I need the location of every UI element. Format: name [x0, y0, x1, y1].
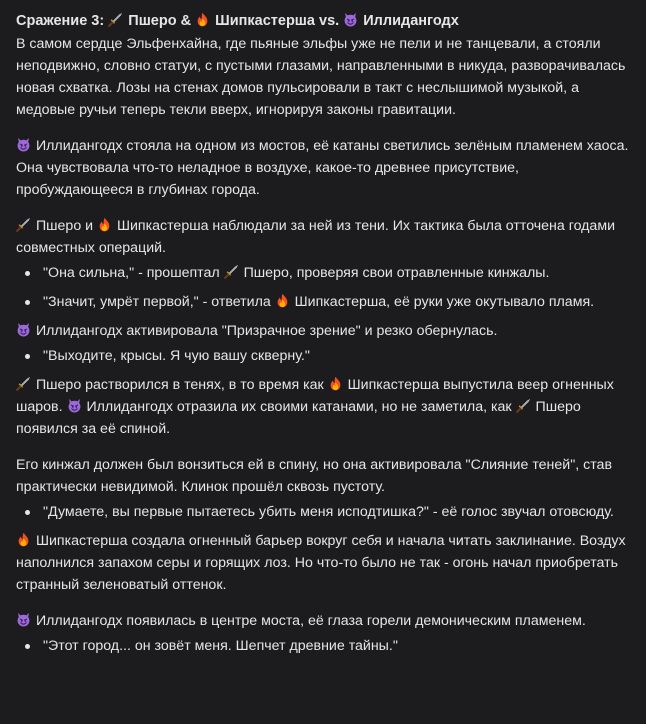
paragraph [16, 215, 630, 259]
fire-icon [275, 293, 290, 308]
paragraph: Его кинжал должен был вонзиться ей в спину, но она активировала "Слияние теней", став практически невидимой. Клинок прошёл сквозь пустоту. [16, 457, 612, 495]
heading-name-shipkasterha: Шипкастерша [215, 13, 315, 29]
dagger-icon [516, 398, 531, 413]
heading-name-illidangodh: Иллидангодх [363, 13, 459, 29]
fire-icon [97, 217, 112, 232]
fire-icon [195, 12, 210, 27]
paragraph [16, 374, 630, 440]
heading-ampersand: & [180, 13, 192, 29]
smiling-devil-icon [16, 612, 31, 627]
paragraph-text: Шипкастерша создала огненный барьер вокруг себя и начала читать заклинание. Воздух наполнился запахом серы и горящих лоз. Но что-то было не так - огонь начал приобретать странный зеленоватый оттенок. [16, 533, 626, 593]
section-heading [16, 10, 630, 32]
paragraph-text: Шипкастерша наблюдали за ней из тени. Их тактика была отточена годами совместных операций. [16, 218, 616, 256]
heading-name-pshero: Пшеро [128, 13, 177, 29]
list-item-text: "Выходите, крысы. Я чую вашу скверну." [43, 348, 310, 364]
list-item [16, 262, 630, 284]
paragraph-text: Иллидангодх активировала "Призрачное зрение" и резко обернулась. [35, 323, 498, 339]
paragraph-text: Иллидангодх отразила их своими катанами, но не заметила, как [86, 399, 512, 415]
dagger-icon [16, 376, 31, 391]
paragraph [16, 610, 630, 632]
paragraph [16, 530, 630, 596]
paragraph-text: Пшеро появился за её спиной. [16, 399, 581, 437]
fire-icon [328, 376, 343, 391]
dagger-icon [224, 264, 239, 279]
paragraph-text: Пшеро и [35, 218, 94, 234]
bullet-list [16, 345, 630, 367]
list-item [16, 501, 630, 523]
list-item [16, 635, 630, 657]
list-item-text: Шипкастерша, её руки уже окутывало пламя. [294, 294, 595, 310]
bullet-list [16, 262, 630, 313]
heading-prefix: Сражение 3: [16, 13, 105, 29]
smiling-devil-icon [16, 137, 31, 152]
paragraph-text: Иллидангодх появилась в центре моста, её глаза горели демоническим пламенем. [35, 613, 586, 629]
heading-vs: vs. [319, 13, 340, 29]
smiling-devil-icon [16, 322, 31, 337]
fire-icon [16, 532, 31, 547]
dagger-icon [108, 12, 123, 27]
list-item-text: "Значит, умрёт первой," - ответила [43, 294, 271, 310]
smiling-devil-icon [343, 12, 358, 27]
list-item-text: "Этот город... он зовёт меня. Шепчет древние тайны." [43, 638, 398, 654]
list-item-text: "Думаете, вы первые пытаетесь убить меня исподтишка?" - её голос звучал отовсюду. [43, 504, 614, 520]
list-item-text: "Она сильна," - прошептал [43, 265, 220, 281]
paragraph [16, 135, 630, 201]
bullet-list [16, 501, 630, 523]
paragraph-text: Иллидангодх стояла на одном из мостов, её катаны светились зелёным пламенем хаоса. Она чувствовала что-то неладное в воздухе, какое-то древнее присутствие, пробуждающееся в глубинах города. [16, 138, 629, 198]
list-item-text: Пшеро, проверяя свои отравленные кинжалы. [243, 265, 550, 281]
list-item [16, 291, 630, 313]
list-item [16, 345, 630, 367]
smiling-devil-icon [67, 398, 82, 413]
bullet-list [16, 635, 630, 657]
paragraph-text: Шипкастерша выпустила веер огненных шаров. [16, 377, 614, 415]
paragraph-text: Пшеро растворился в тенях, в то время как [35, 377, 324, 393]
dagger-icon [16, 217, 31, 232]
paragraph: В самом сердце Эльфенхайна, где пьяные эльфы уже не пели и не танцевали, а стояли неподвижно, словно статуи, с пустыми глазами, направленными в никуда, разворачивалась новая схватка. Лозы на стенах домов пульсировали в такт с неслышимой музыкой, а медовые ручьи теперь текли вверх, игнорируя законы гравитации. [16, 36, 626, 118]
paragraph [16, 320, 630, 342]
